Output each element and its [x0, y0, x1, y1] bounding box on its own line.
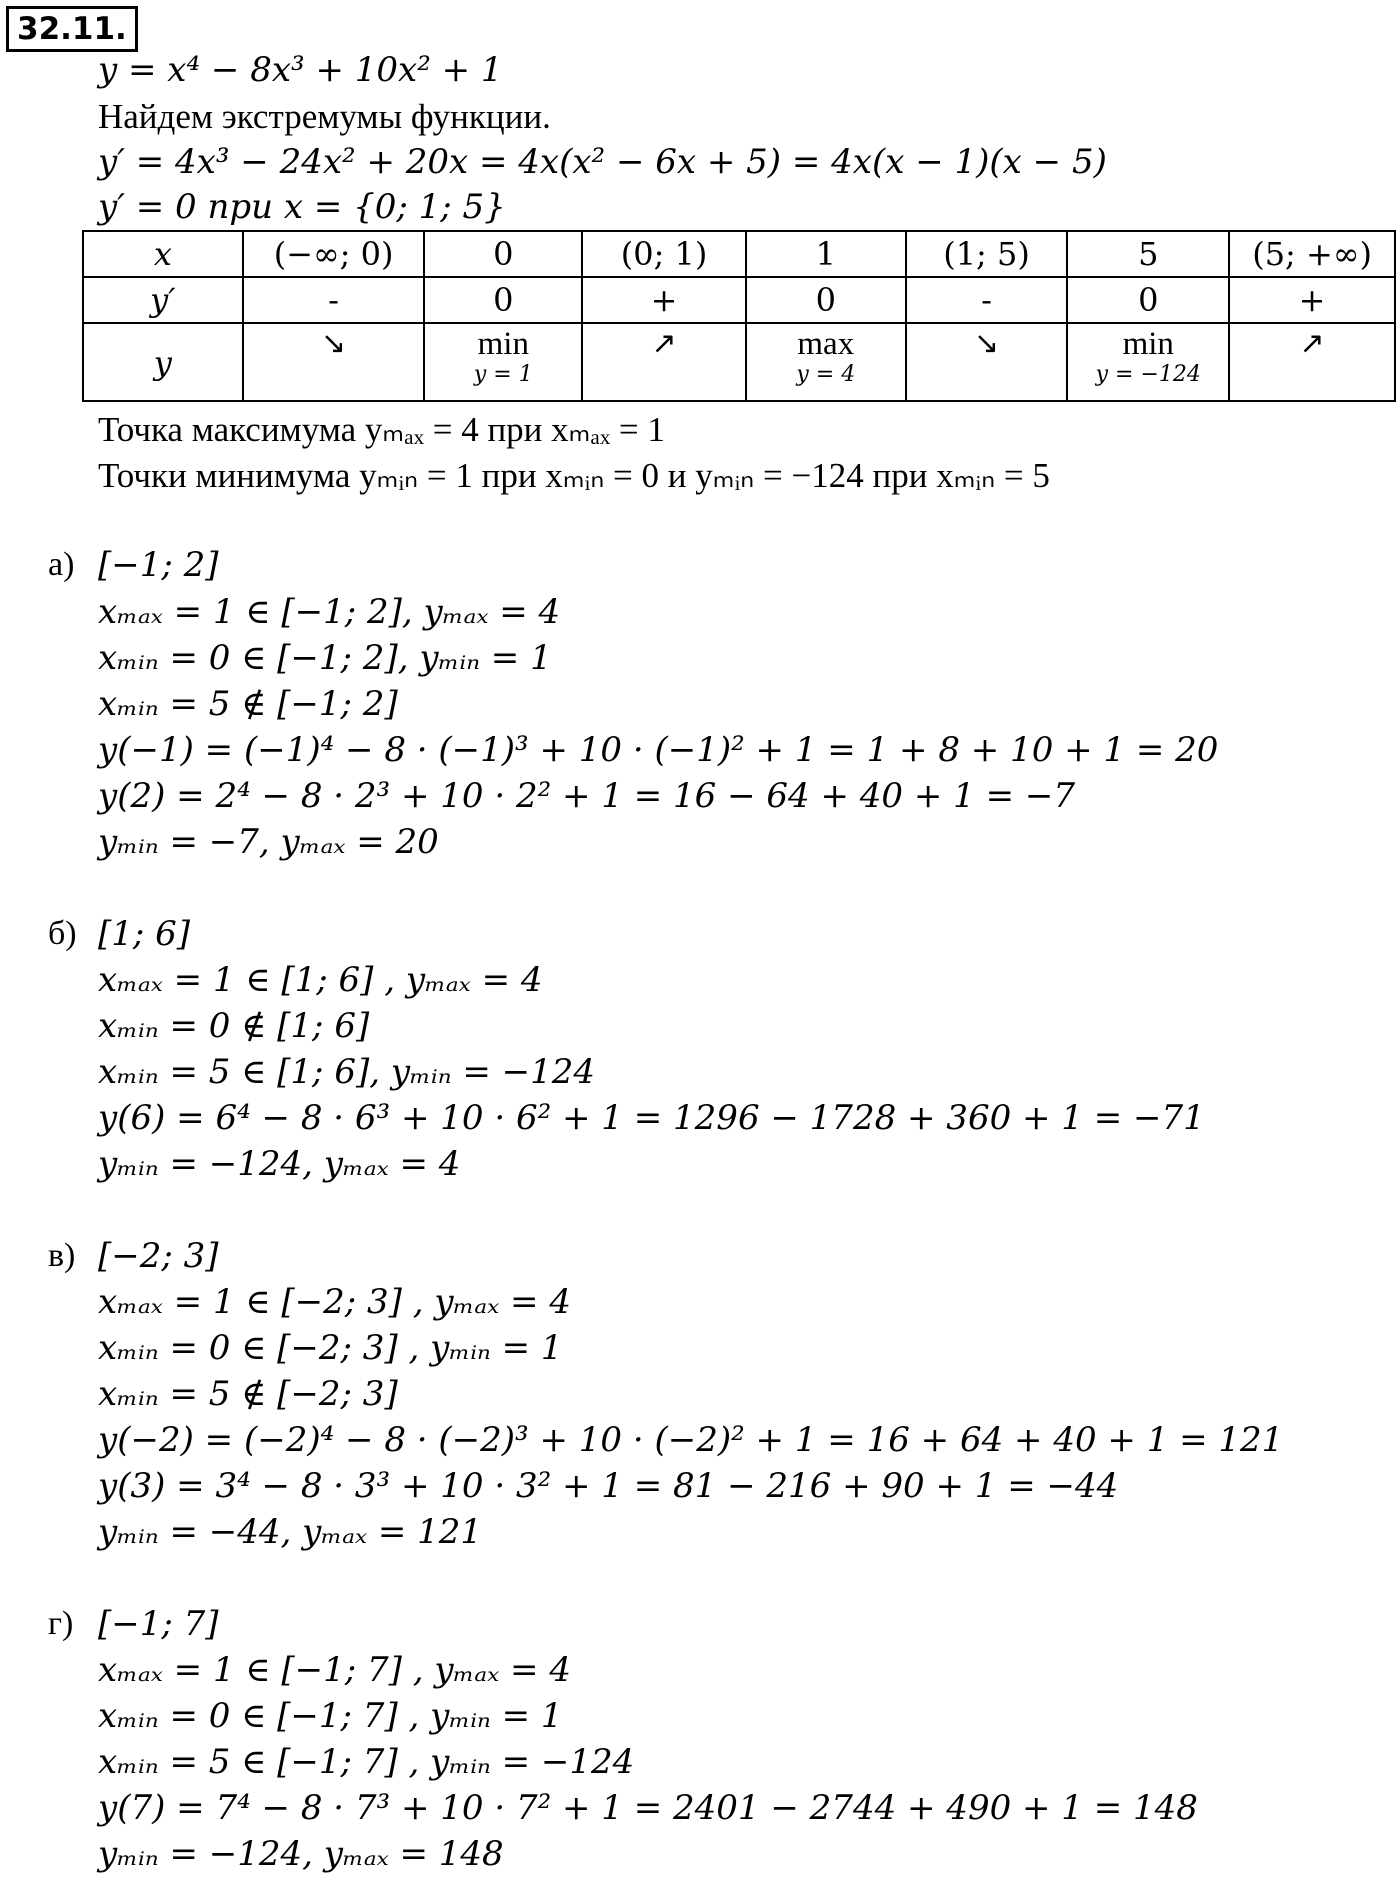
- solution-line: xₘᵢₙ = 0 ∈ [−2; 3] , yₘᵢₙ = 1: [98, 1328, 563, 1368]
- part-interval-b: [1; 6]: [98, 914, 191, 954]
- table-cell: (0; 1): [582, 231, 746, 277]
- solution-line: yₘᵢₙ = −44, yₘₐₓ = 121: [98, 1512, 483, 1552]
- table-cell: [424, 323, 582, 401]
- table-cell: (5; +∞): [1229, 231, 1395, 277]
- table-cell: 1: [746, 231, 906, 277]
- solution-line: y(−2) = (−2)⁴ − 8 · (−2)³ + 10 · (−2)² + 1 = 16 + 64 + 40 + 1 = 121: [98, 1420, 1284, 1460]
- table-row-derivative: [83, 277, 1395, 323]
- extremum-value: y = −124: [1095, 362, 1201, 387]
- solution-line: xₘᵢₙ = 5 ∈ [1; 6], yₘᵢₙ = −124: [98, 1052, 596, 1092]
- table-cell: (1; 5): [906, 231, 1068, 277]
- table-cell: [906, 323, 1068, 401]
- solution-line: y(2) = 2⁴ − 8 · 2³ + 10 · 2² + 1 = 16 − 64 + 40 + 1 = −7: [98, 776, 1076, 816]
- solution-line: xₘᵢₙ = 0 ∉ [1; 6]: [98, 1006, 370, 1046]
- table-cell: +: [582, 277, 746, 323]
- table-cell: 0: [746, 277, 906, 323]
- decreasing-arrow-icon: ↘: [973, 326, 1000, 361]
- extremum-label: max: [797, 326, 855, 362]
- derivative-line: y′ = 4x³ − 24x² + 20x = 4x(x² − 6x + 5) = 4x(x − 1)(x − 5): [98, 142, 1107, 182]
- decreasing-arrow-icon: ↘: [320, 326, 347, 361]
- solution-line: y(3) = 3⁴ − 8 · 3³ + 10 · 3² + 1 = 81 − 216 + 90 + 1 = −44: [98, 1466, 1119, 1506]
- table-header-derivative: y′: [83, 277, 243, 323]
- part-label-g: г): [48, 1605, 74, 1642]
- part-interval-g: [−1; 7]: [98, 1604, 219, 1644]
- solution-line: xₘᵢₙ = 0 ∈ [−1; 7] , yₘᵢₙ = 1: [98, 1696, 563, 1736]
- table-cell: 0: [424, 277, 582, 323]
- function-definition: y = x⁴ − 8x³ + 10x² + 1: [98, 50, 503, 90]
- solution-line: xₘᵢₙ = 5 ∉ [−1; 2]: [98, 684, 398, 724]
- table-cell: [1229, 323, 1395, 401]
- solution-line: y(7) = 7⁴ − 8 · 7³ + 10 · 7² + 1 = 2401 − 2744 + 490 + 1 = 148: [98, 1788, 1198, 1828]
- table-cell: (−∞; 0): [243, 231, 425, 277]
- solution-line: y(6) = 6⁴ − 8 · 6³ + 10 · 6² + 1 = 1296 − 1728 + 360 + 1 = −71: [98, 1098, 1205, 1138]
- solution-line: yₘᵢₙ = −7, yₘₐₓ = 20: [98, 822, 439, 862]
- solution-line: xₘₐₓ = 1 ∈ [−2; 3] , yₘₐₓ = 4: [98, 1282, 571, 1322]
- solution-line: yₘᵢₙ = −124, yₘₐₓ = 4: [98, 1144, 461, 1184]
- solution-line: xₘₐₓ = 1 ∈ [1; 6] , yₘₐₓ = 4: [98, 960, 543, 1000]
- table-cell: [582, 323, 746, 401]
- table-header-function: y: [83, 323, 243, 401]
- table-cell: [1067, 323, 1229, 401]
- solution-line: xₘᵢₙ = 0 ∈ [−1; 2], yₘᵢₙ = 1: [98, 638, 552, 678]
- extremum-label: min: [477, 326, 529, 362]
- table-cell: +: [1229, 277, 1395, 323]
- table-cell: 5: [1067, 231, 1229, 277]
- table-header-x: x: [83, 231, 243, 277]
- part-label-a: а): [48, 546, 75, 583]
- table-cell: -: [906, 277, 1068, 323]
- table-cell: [243, 323, 425, 401]
- solution-line: xₘᵢₙ = 5 ∈ [−1; 7] , yₘᵢₙ = −124: [98, 1742, 635, 1782]
- solution-line: xₘₐₓ = 1 ∈ [−1; 2], yₘₐₓ = 4: [98, 592, 561, 632]
- part-interval-v: [−2; 3]: [98, 1236, 219, 1276]
- part-interval-a: [−1; 2]: [98, 545, 219, 585]
- solution-line: xₘₐₓ = 1 ∈ [−1; 7] , yₘₐₓ = 4: [98, 1650, 571, 1690]
- extremum-value: y = 1: [473, 362, 533, 387]
- solution-line: xₘᵢₙ = 5 ∉ [−2; 3]: [98, 1374, 398, 1414]
- part-label-v: в): [48, 1237, 76, 1274]
- derivative-zeros-line: y′ = 0 при x = {0; 1; 5}: [98, 187, 506, 227]
- table-row-x: [83, 231, 1395, 277]
- table-cell: -: [243, 277, 425, 323]
- table-row-function: [83, 323, 1395, 401]
- solution-line: y(−1) = (−1)⁴ − 8 · (−1)³ + 10 · (−1)² + 1 = 1 + 8 + 10 + 1 = 20: [98, 730, 1219, 770]
- table-cell: 0: [1067, 277, 1229, 323]
- solution-line: yₘᵢₙ = −124, yₘₐₓ = 148: [98, 1834, 504, 1874]
- sign-table: [82, 230, 1396, 402]
- extremum-value: y = 4: [796, 362, 856, 387]
- problem-number: 32.11.: [6, 6, 138, 52]
- maximum-summary: Точка максимума yₘₐₓ = 4 при xₘₐₓ = 1: [98, 410, 665, 449]
- minimum-summary: Точки минимума yₘᵢₙ = 1 при xₘᵢₙ = 0 и yₘᵢₙ = −124 при xₘᵢₙ = 5: [98, 456, 1050, 495]
- part-label-b: б): [48, 915, 77, 952]
- table-cell: 0: [424, 231, 582, 277]
- find-extrema-text: Найдем экстремумы функции.: [98, 97, 551, 136]
- table-cell: [746, 323, 906, 401]
- extremum-label: min: [1122, 326, 1174, 362]
- increasing-arrow-icon: ↗: [651, 326, 677, 361]
- increasing-arrow-icon: ↗: [1299, 326, 1325, 361]
